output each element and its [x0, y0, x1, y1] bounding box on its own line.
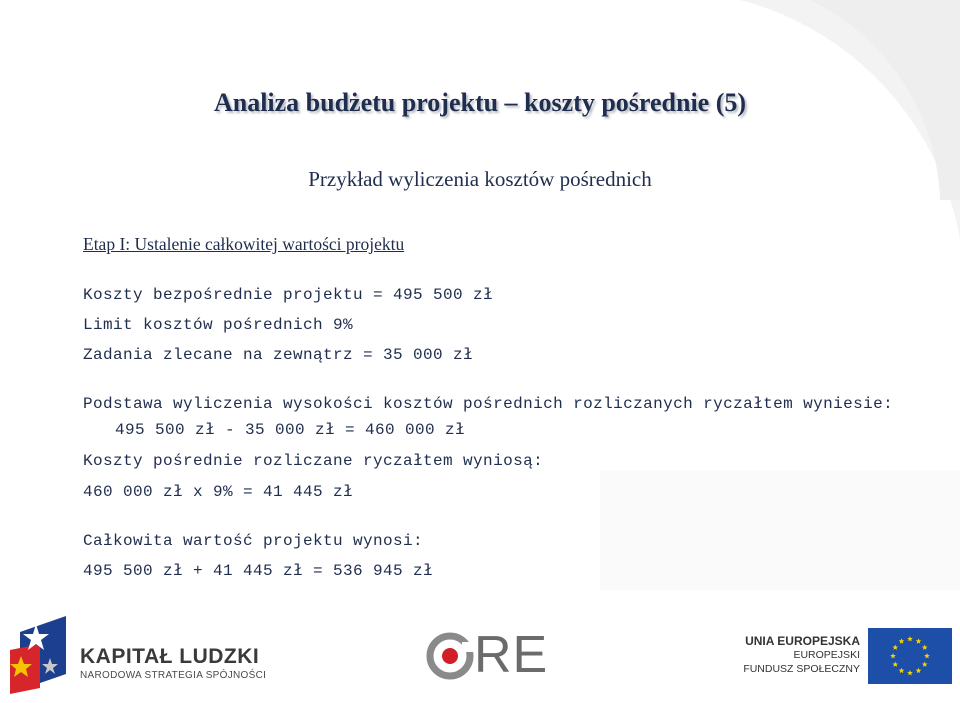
footer-logos: [0, 608, 960, 703]
eu-line-2: EUROPEJSKI: [793, 649, 860, 661]
kapital-ludzki-logo-icon: [6, 612, 76, 697]
basis-label-line: Podstawa wyliczenia wysokości kosztów pośrednich rozliczanych ryczałtem wyniesie:: [83, 395, 894, 413]
direct-costs-line: Koszty bezpośrednie projektu = 495 500 zł: [83, 286, 494, 304]
eu-flag-icon: [868, 628, 952, 684]
stage-heading: Etap I: Ustalenie całkowitej wartości projektu: [83, 234, 405, 254]
kapital-ludzki-text: KAPITAŁ LUDZKI: [80, 645, 260, 668]
slide-subtitle: Przykład wyliczenia kosztów pośrednich: [308, 167, 652, 191]
ore-logo-text: RE: [474, 626, 549, 684]
indirect-limit-line: Limit kosztów pośrednich 9%: [83, 316, 354, 334]
ore-logo-icon: [426, 628, 474, 684]
outsourced-tasks-line: Zadania zlecane na zewnątrz = 35 000 zł: [83, 346, 474, 364]
indirect-calc-line: 460 000 zł x 9% = 41 445 zł: [83, 483, 354, 501]
eu-line-3: FUNDUSZ SPOŁECZNY: [743, 663, 860, 675]
basis-calc-line: 495 500 zł - 35 000 zł = 460 000 zł: [115, 421, 466, 439]
total-label-line: Całkowita wartość projektu wynosi:: [83, 532, 424, 550]
strategia-text: NARODOWA STRATEGIA SPÓJNOŚCI: [80, 670, 267, 681]
slide-title: Analiza budżetu projektu – koszty pośrednie (5): [213, 88, 747, 117]
indirect-label-line: Koszty pośrednie rozliczane ryczałtem wyniosą:: [83, 452, 544, 470]
total-calc-line: 495 500 zł + 41 445 zł = 536 945 zł: [83, 562, 434, 580]
eu-line-1: UNIA EUROPEJSKA: [745, 634, 860, 648]
